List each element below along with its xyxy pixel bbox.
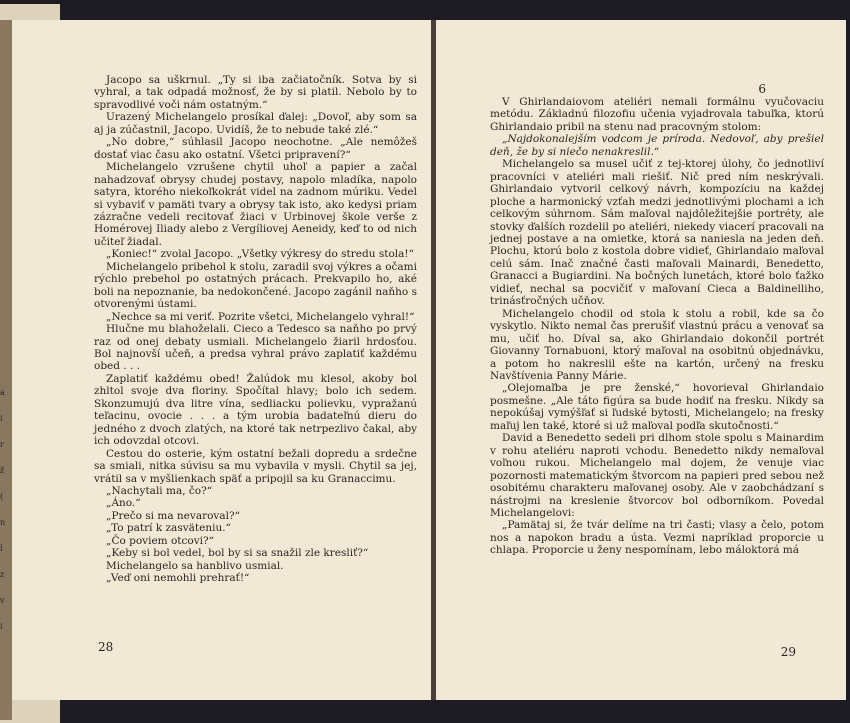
paragraph: Urazený Michelangelo prosíkal ďalej: „Dovoľ, aby som sa aj ja zúčastnil, Jacopo. Uvidíš, že to nebude také zlé.“ [94,111,417,136]
paragraph: Cestou do osterie, kým ostatní bežali dopredu a srdečne sa smiali, nitka súvisu sa mu vybavila v mysli. Chytil sa jej, vrátil sa v myšlienkach späť a pripojil sa ku Granaccimu. [94,447,417,485]
underlay-edge-letters: a i r ž ( n l z v i [0,388,6,631]
left-page-text [94,74,417,585]
paragraph: Michelangelo sa hanblivo usmial. [106,559,284,572]
paragraph: V Ghirlandaiovom ateliéri nemali formálnu vyučovaciu metódu. Základnú filozofiu učenia vyjadrovala tabuľka, ktorú Ghirlandaio pribil na stenu nad pracovným stolom: [490,96,824,133]
paragraph: Michelangelo pribehol k stolu, zaradil svoj výkres a očami rýchlo prebehol po ostatných prácach. Prekvapilo ho, aké boli na nepoznanie, ba nedokončené. Jacopo zagánil naňho s otvorenými ústami. [94,260,417,311]
quote: „Najdokonalejším vodcom je príroda. Nedovoľ, aby prešiel deň, že by si niečo nenakreslil.“ [490,133,824,158]
paragraph: „Nechce sa mi veriť. Pozrite všetci, Michelangelo vyhral!“ [106,310,415,323]
paragraph: „To patrí k zasväteniu.“ [106,522,231,535]
paragraph: „Keby si bol vedel, bol by si sa snažil zle kresliť?“ [106,547,369,560]
paragraph: Michelangelo sa musel učiť z tej-ktorej úlohy, čo jednotliví pracovníci v ateliéri mali riešiť. Nič pred ním neskrývali. Ghirlandaio vytvoril celkový návrh, kompozíciu na každej ploche a harmonický vzťah medzi jednotlivými plochami a ich celkovým súhrnom. Sám maľoval najdôležitejšie portréty, ale stovky ďalších rozdelil po ateliéri, niekedy viacerí pracovali na jednej postave a na omietke, ktorá sa naniesla na jeden deň. Plochu, ktorú bolo z kostola dobre vidieť, Ghirlandaio maľoval celú sám. Inač značné časti maľovali Mainardi, Benedetto, Granacci a Bugiardini. Na bočných lunetách, ktoré bolo ťažko vidieť, nechal sa pocvičiť v maľovaní Cieca a Baldinelliho, trinásťročných učňov. [490,158,824,308]
paragraph: „Nachytali ma, čo?“ [106,484,213,497]
right-page-text [490,96,824,557]
left-page [12,20,431,700]
paragraph: Michelangelo chodil od stola k stolu a robil, kde sa čo vyskytlo. Nikto nemal čas prerušiť vlastnú prácu a venovať sa mu, učiť ho. Díval sa, ako Ghirlandaio dokončil portrét Giovanny Tornabuoni, ktorý maľoval na osobitnú objednávku, a potom ho nakreslil ešte na kartón, určený na fresku Navštívenia Panny Márie. [490,307,824,382]
right-page [436,20,846,700]
paragraph: „Veď oni nemohli prehrať!“ [106,572,250,585]
paragraph: „Prečo si ma nevaroval?“ [106,509,240,522]
paragraph: Jacopo sa uškrnul. „Ty si iba začiatočník. Sotva by si vyhral, a tak odpadá možnosť, že by si platil. Nebolo by to spravodlivé voči nám ostatným.“ [94,74,417,111]
paragraph: „Áno.“ [106,497,141,510]
paragraph: „Pamätaj si, že tvár delíme na tri časti; vlasy a čelo, potom nos a napokon bradu a ústa. Vezmi napríklad proporcie u chlapa. Proporcie u ženy nespomínam, lebo máloktorá má [490,519,824,557]
paragraph: Hlučne mu blahoželali. Cieco a Tedesco sa naňho po prvý raz od onej debaty usmiali. Michelangelo žiaril hrdosťou. Bol najnovší učeň, a predsa vyhral právo zaplatiť každému obed . . . [94,323,417,373]
chapter-number: 6 [758,82,766,96]
paragraph: David a Benedetto sedeli pri dlhom stole spolu s Mainardim v rohu ateliéru naproti vchodu. Benedetto nikdy nemaľoval voľnou rukou. Michelangelo mal dojem, že venuje viac pozornosti matematickým štvorcom na papieri pred sebou než osobitému charakteru maľovanej osoby. Ale v zaobchádzaní s nástrojmi na kreslenie štvorcov bol odborníkom. Povedal Michelangelovi: [490,432,824,519]
paragraph: „Koniec!“ zvolal Jacopo. „Všetky výkresy do stredu stola!“ [106,248,414,261]
paragraph: „Olejomaľba je pre ženské,“ hovorieval Ghirlandaio posmešne. „Ale táto figúra sa bude hodiť na fresku. Nikdy sa nepokúšaj vymýšľať si ľudské bytosti, Michelangelo; na fresky maľuj len také, ktoré si už maľoval podľa skutočnosti.“ [490,382,824,432]
paragraph: Zaplatiť každému obed! Žalúdok mu klesol, akoby bol zhltol svoje dva floriny. Spočítal hlavy; bolo ich sedem. Skonzumujú dva litre vína, sedliacku polievku, vypražanú teľacinu, ovocie . . . a tým urobia badateľnú dieru do jedného z dvoch zlatých, na ktoré tak netrpezlivo čakal, aby ich odovzdal otcovi. [94,372,417,448]
paragraph: „Čo poviem otcovi?“ [106,534,215,547]
page-number: 28 [98,640,114,654]
page-number: 29 [780,645,796,659]
paragraph: „No dobre,“ súhlasil Jacopo neochotne. „Ale nemôžeš dostať viac času ako ostatní. Všetci pripravení?“ [94,136,417,161]
paragraph: Michelangelo vzrušene chytil uhoľ a papier a začal nahadzovať obrysy chudej postavy, napolo mladíka, napolo satyra, ktorého niekoľkokrát videl na zadnom múriku. Vedel si vybaviť v pamäti tvary a obrysy tak isto, ako kedysi priam zázračne vedeli recitovať žiaci v Urbinovej škole verše z Homérovej Iliady alebo z Vergíliovej Aeneidy, keď to od nich učiteľ žiadal. [94,161,417,248]
